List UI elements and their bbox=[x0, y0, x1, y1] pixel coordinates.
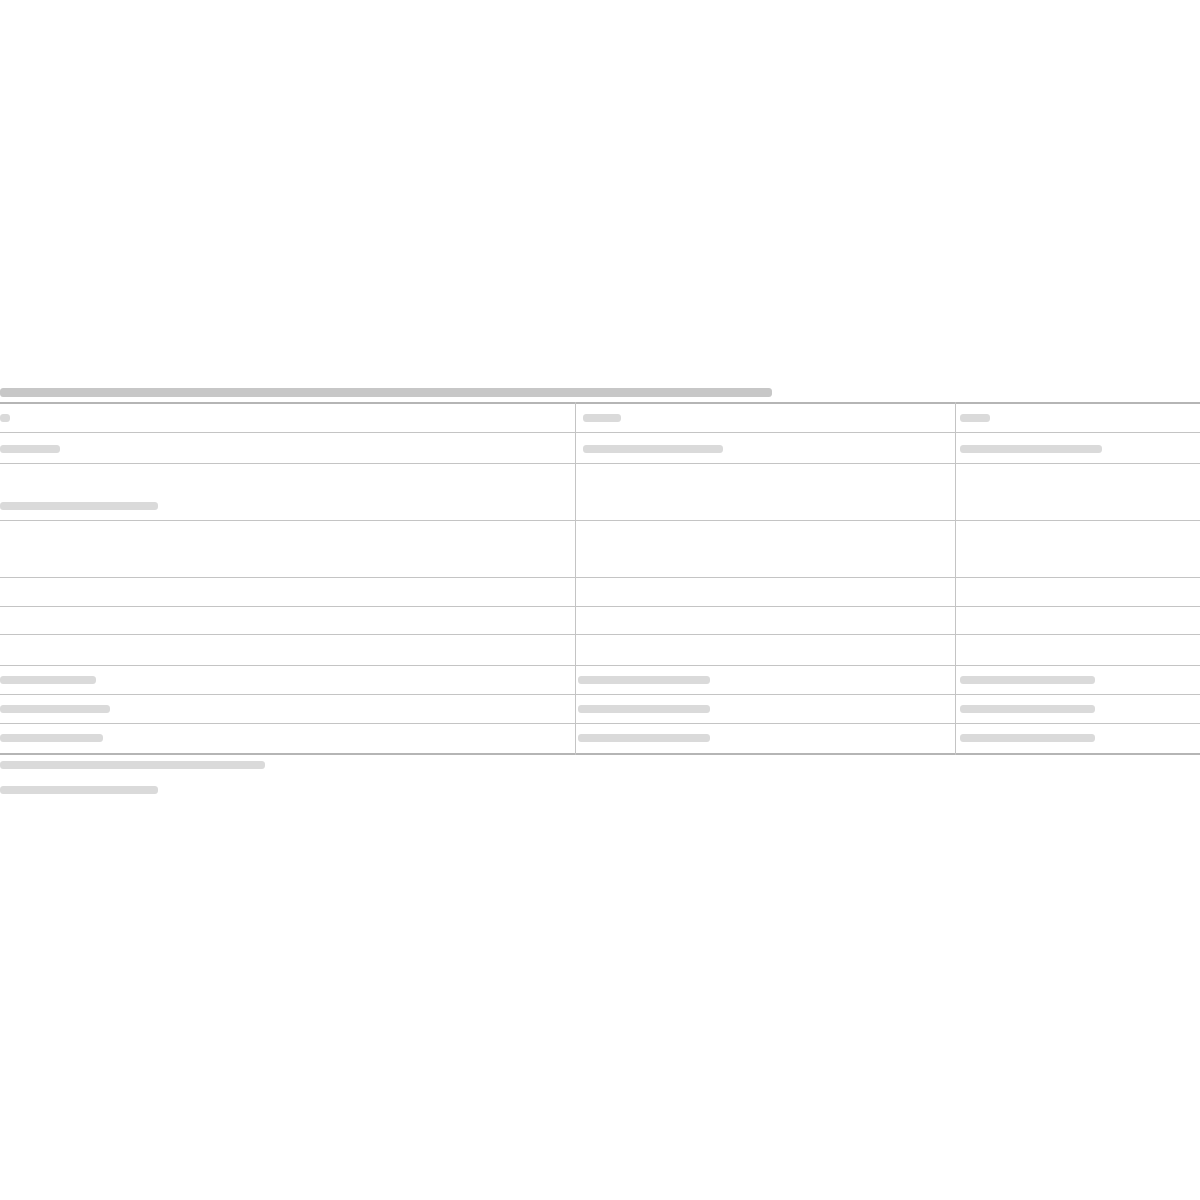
column-divider bbox=[575, 402, 576, 755]
row-divider bbox=[0, 463, 1200, 464]
row-divider bbox=[0, 606, 1200, 607]
row-divider bbox=[0, 723, 1200, 724]
table-bottom-border bbox=[0, 753, 1200, 755]
row-divider bbox=[0, 432, 1200, 433]
table-top-border bbox=[0, 402, 1200, 404]
row-divider bbox=[0, 694, 1200, 695]
column-divider bbox=[955, 402, 956, 755]
row-divider bbox=[0, 634, 1200, 635]
row-divider bbox=[0, 520, 1200, 521]
row-divider bbox=[0, 665, 1200, 666]
row-divider bbox=[0, 577, 1200, 578]
